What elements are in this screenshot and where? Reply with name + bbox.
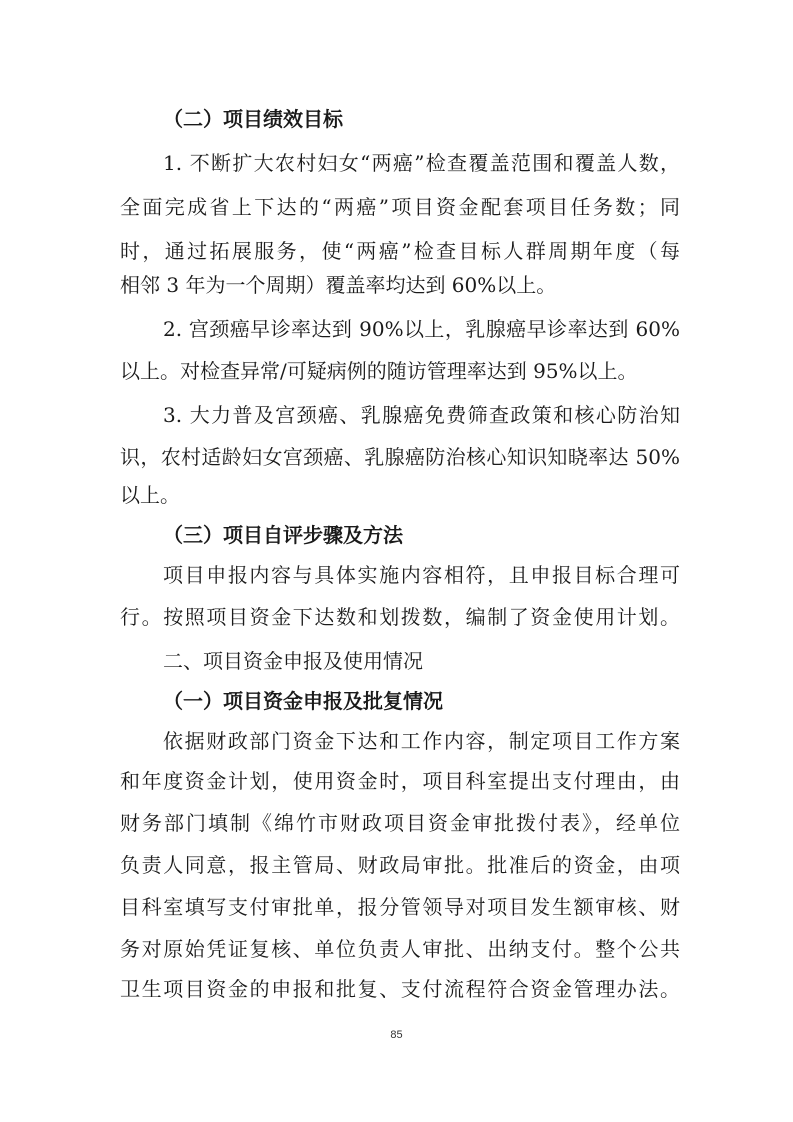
subsection-heading-fund-approval: （一）项目资金申报及批复情况 — [163, 689, 443, 713]
paragraph-line: 依据财政部门资金下达和工作内容，制定项目工作方案 — [163, 729, 680, 753]
paragraph-line: 财务部门填制《绵竹市财政项目资金审批拨付表》，经单位 — [120, 811, 680, 835]
paragraph-line: 务对原始凭证复核、单位负责人审批、出纳支付。整个公共 — [120, 937, 680, 961]
paragraph-line: 行。按照项目资金下达数和划拨数，编制了资金使用计划。 — [120, 605, 680, 629]
paragraph-line: 负责人同意，报主管局、财政局审批。批准后的资金，由项 — [120, 853, 680, 877]
paragraph-line: 识，农村适龄妇女宫颈癌、乳腺癌防治核心知识知晓率达 50% — [120, 445, 680, 469]
paragraph-line: 2. 宫颈癌早诊率达到 90%以上，乳腺癌早诊率达到 60% — [163, 317, 680, 341]
paragraph-line: 1. 不断扩大农村妇女“两癌”检查覆盖范围和覆盖人数， — [163, 151, 680, 175]
paragraph-line: 全面完成省上下达的“两癌”项目资金配套项目任务数；同 — [120, 195, 680, 219]
paragraph-line: 卫生项目资金的申报和批复、支付流程符合资金管理办法。 — [120, 977, 680, 1001]
paragraph-line: 项目申报内容与具体实施内容相符，且申报目标合理可 — [163, 563, 680, 587]
section-heading-performance-goals: （二）项目绩效目标 — [163, 107, 343, 131]
paragraph-line: 以上。对检查异常/可疑病例的随访管理率达到 95%以上。 — [120, 359, 638, 383]
paragraph-line: 时，通过拓展服务，使“两癌”检查目标人群周期年度（每 — [120, 239, 680, 263]
page-number: 85 — [390, 1029, 403, 1041]
part-heading-fund-application: 二、项目资金申报及使用情况 — [163, 649, 423, 673]
section-heading-self-evaluation: （三）项目自评步骤及方法 — [163, 523, 403, 547]
paragraph-line: 相邻 3 年为一个周期）覆盖率均达到 60%以上。 — [120, 273, 557, 297]
paragraph-line: 目科室填写支付审批单，报分管领导对项目发生额审核、财 — [120, 895, 680, 919]
paragraph-line: 和年度资金计划，使用资金时，项目科室提出支付理由，由 — [120, 769, 680, 793]
paragraph-line: 以上。 — [120, 483, 180, 507]
paragraph-line: 3. 大力普及宫颈癌、乳腺癌免费筛查政策和核心防治知 — [163, 403, 680, 427]
